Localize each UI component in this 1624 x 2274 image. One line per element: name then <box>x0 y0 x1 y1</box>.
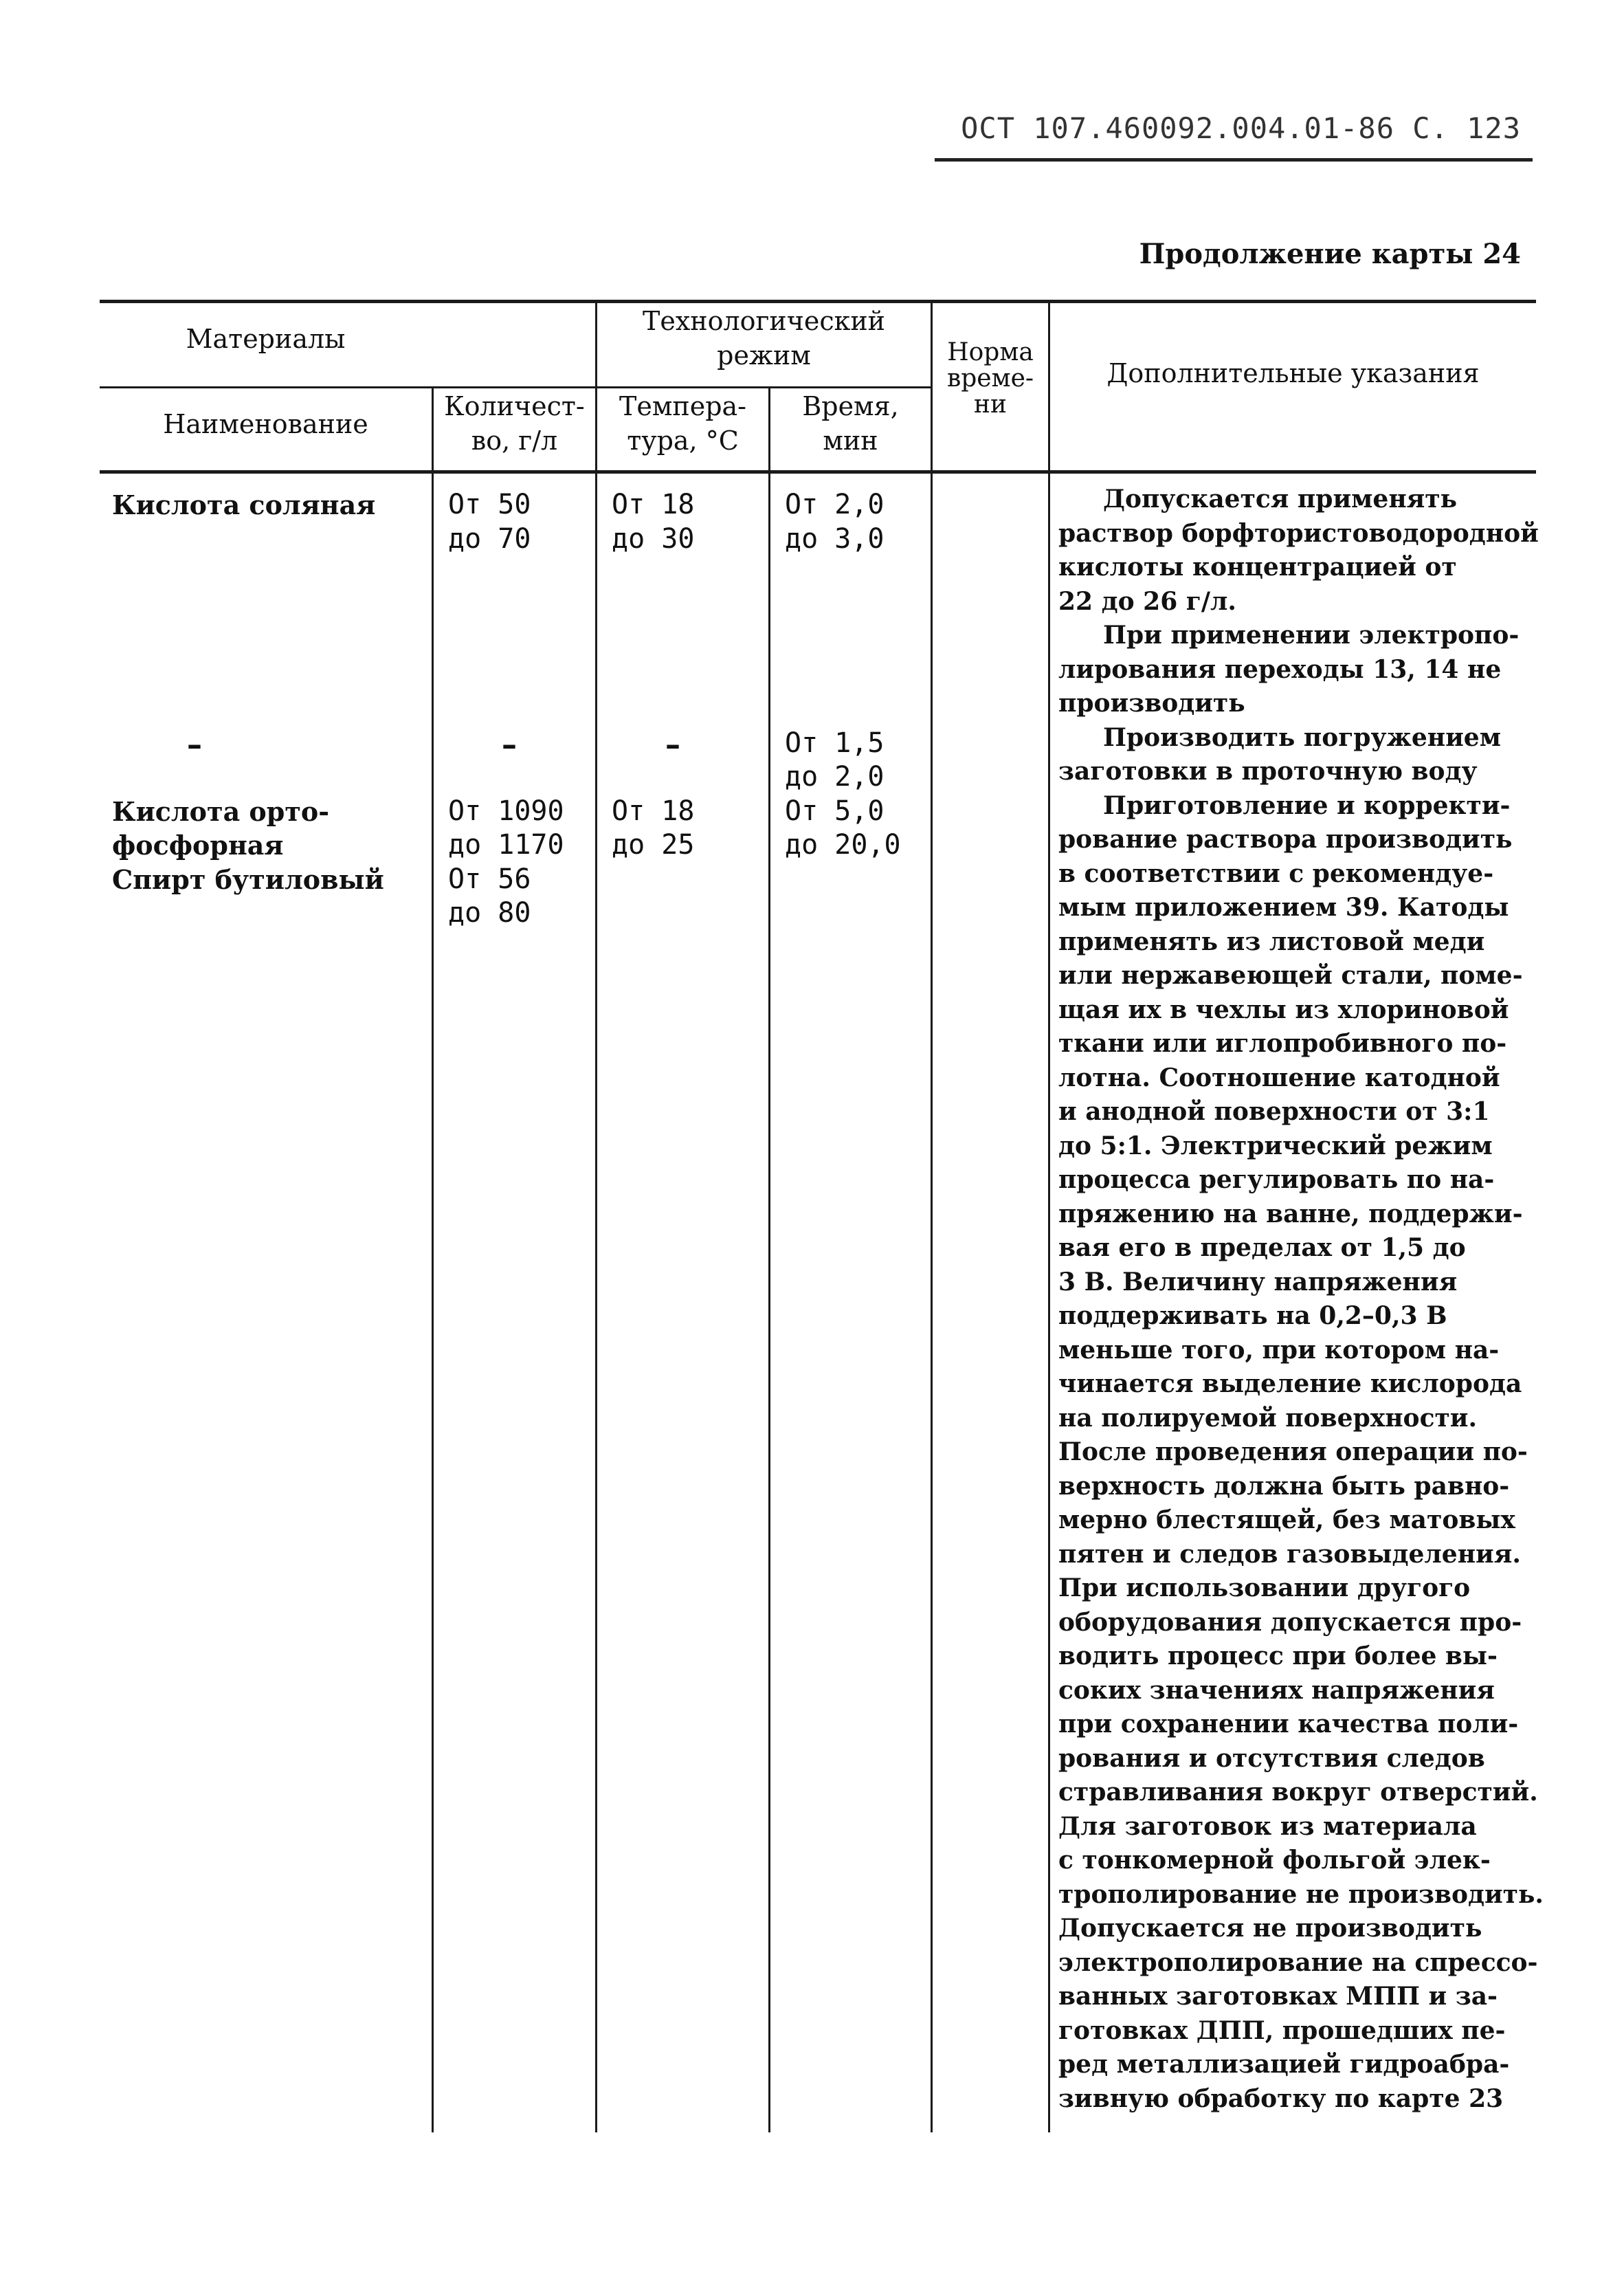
header-tech-mode: Технологический режим <box>642 306 886 371</box>
header-notes: Дополнительные указания <box>1106 358 1480 388</box>
table-top-rule <box>100 300 1536 303</box>
dash-name: – <box>187 727 202 762</box>
document-code: ОСТ 107.460092.004.01-86 С. 123 <box>961 111 1521 145</box>
note-2: При применении электропо- лирования переходы 13, 14 не производить <box>1058 621 1520 718</box>
header-time: Время, мин <box>802 391 899 456</box>
temperatures-column: От 18 до 30 От 18 до 25 <box>612 489 695 861</box>
col-divider-time <box>768 386 770 2132</box>
quantities-column: От 50 до 70 От 1090 до 1170 От 56 до 80 <box>448 489 564 929</box>
header-materials: Материалы <box>186 324 346 354</box>
names-column: Кислота соляная Кислота орто- фосфорная Спирт бутиловый <box>112 489 384 895</box>
dash-quantity: – <box>502 727 517 762</box>
note-1: Допускается применять раствор борфтористоводородной кислоты концентрацией от 22 до 26 г/л. <box>1058 485 1539 616</box>
header-name: Наименование <box>163 409 368 439</box>
notes-column <box>1058 483 1553 2116</box>
header-rule <box>935 158 1533 162</box>
col-divider-notes <box>1048 300 1050 2132</box>
times-column: От 2,0 до 3,0 От 1,5 до 2,0 От 5,0 до 20,0 <box>785 489 901 861</box>
dash-temperature: – <box>665 727 680 762</box>
col-divider-norm <box>931 300 933 2132</box>
header-temperature: Темпера- тура, °С <box>619 391 747 456</box>
subheader-rule <box>100 386 931 388</box>
header-bottom-rule <box>100 470 1536 474</box>
col-divider-temp <box>595 300 597 2132</box>
note-4: Приготовление и корректи- рование раствора производить в соответствии с рекомендуе- мым приложением 39. Катоды применять из листовой меди или нержавеющей стали, поме- щая их в чехлы из хлориновой ткани или иглопробивного по- лотна. Соотношение катодной и анодной поверхности от 3:1 до 5:1. Электрический режим процесса регулировать по на- пряжению на ванне, поддержи- вая его в пределах от 1,5 до 3 В. Величину напряжения поддерживать на 0,2–0,3 В меньше того, при котором на- чинается выделение кислорода на полируемой поверхности. После проведения операции по- верхность должна быть равно- мерно блестящей, без матовых пятен и следов газовыделения. При использовании другого оборудования допускается про- водить процесс при более вы- соких значениях напряжения при сохранении качества поли- рования и отсутствия следов стравливания вокруг отверстий. Для заготовок из материала с тонкомерной фольгой элек- трополирование не производить. Допускается не производить электрополирование на спрессо- ванных заготовках МПП и за- готовках ДПП, прошедших пе- ред металлизацией гидроабра- зивную обработку по карте 23 <box>1058 791 1544 2113</box>
header-quantity: Количест- во, г/л <box>444 391 585 456</box>
col-divider-qty <box>432 386 434 2132</box>
header-time-norm: Норма време- ни <box>946 338 1034 419</box>
continuation-label: Продолжение карты 24 <box>1139 238 1521 270</box>
note-3: Производить погружением заготовки в проточную воду <box>1058 722 1501 786</box>
